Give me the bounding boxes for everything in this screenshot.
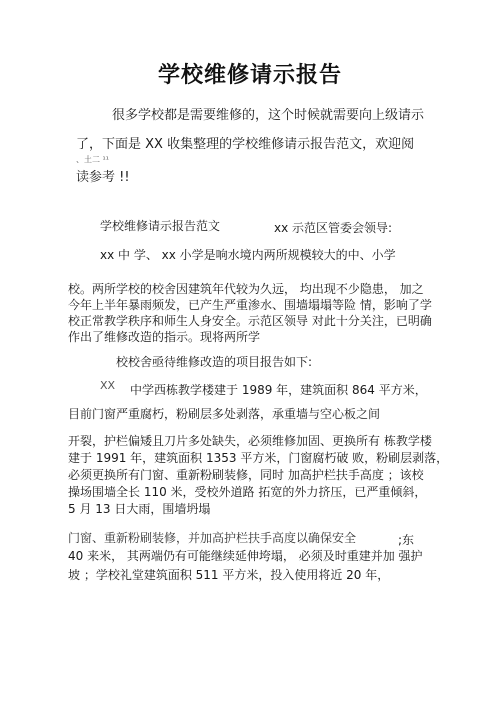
paragraph-line: 目前门窗严重腐朽，粉刷层多处剥落，承重墙与空心板之间	[68, 407, 381, 421]
paragraph-line: xx 中 学、 xx 小学是响水境内两所规模较大的中、小学	[100, 248, 396, 262]
paragraph-line: 门窗、重新粉刷装修，并加高护栏扶手高度以确保安全	[68, 531, 357, 545]
paragraph-line: 很多学校都是需要维修的，这个时候就需要向上级请示	[112, 108, 425, 123]
paragraph-line: 坡 ；学校礼堂建筑面积 511 平方米，投入使用将近 20 年，	[68, 568, 390, 582]
scan-artifact-text: 、土二 ¹¹	[76, 155, 109, 164]
school-name-placeholder: XX	[100, 379, 116, 392]
paragraph-line: 作出了维修改造的指示。现将两所学	[68, 330, 261, 344]
paragraph-line: 40 来米， 其两端仍有可能继续延伸垮塌， 必须及时重建并加 强护	[68, 549, 423, 563]
salutation: xx 示范区管委会领导:	[274, 221, 393, 235]
paragraph-line: 中学西栋教学楼建于 1989 年，建筑面积 864 平方米，	[130, 383, 427, 397]
document-title: 学校维修请示报告	[157, 63, 342, 88]
paragraph-line: 今年上半年暴雨频发，已产生严重渗水、围墙塌塌等险 情，影响了学	[68, 298, 432, 312]
paragraph-line: 校正常教学秩序和师生人身安全。示范区领导 对此十分关注，已明确	[68, 314, 432, 328]
paragraph-line: 必须更换所有门窗、重新粉刷装修，同时 加高护栏扶手高度 ；该校	[68, 468, 424, 482]
paragraph-line: 校校舍亟待维修改造的项目报告如下:	[116, 355, 313, 369]
paragraph-line: 建于 1991 年，建筑面积 1353 平方米，门窗腐朽破 败，粉刷层剥落，	[68, 451, 449, 465]
paragraph-line: 了，下面是 XX 收集整理的学校维修请示报告范文，欢迎阅	[76, 137, 415, 152]
paragraph-line: 操场围墙全长 110 米，受校外道路 拓宽的外力挤压，已严重倾斜，	[68, 485, 427, 499]
paragraph-line: 读参考 !!	[76, 170, 130, 185]
paragraph-line: 5 月 13 日大雨，围墙坍塌	[68, 502, 211, 516]
sample-heading: 学校维修请示报告范文	[100, 219, 221, 233]
paragraph-line: 开裂，护栏偏矮且刀片多处缺失，必须维修加固、更换所有 栋教学楼	[68, 434, 432, 448]
paragraph-line: 校。两所学校的校舍因建筑年代较为久远， 均出现不少隐患， 加之	[68, 282, 424, 296]
paragraph-fragment: ;东	[398, 533, 415, 547]
